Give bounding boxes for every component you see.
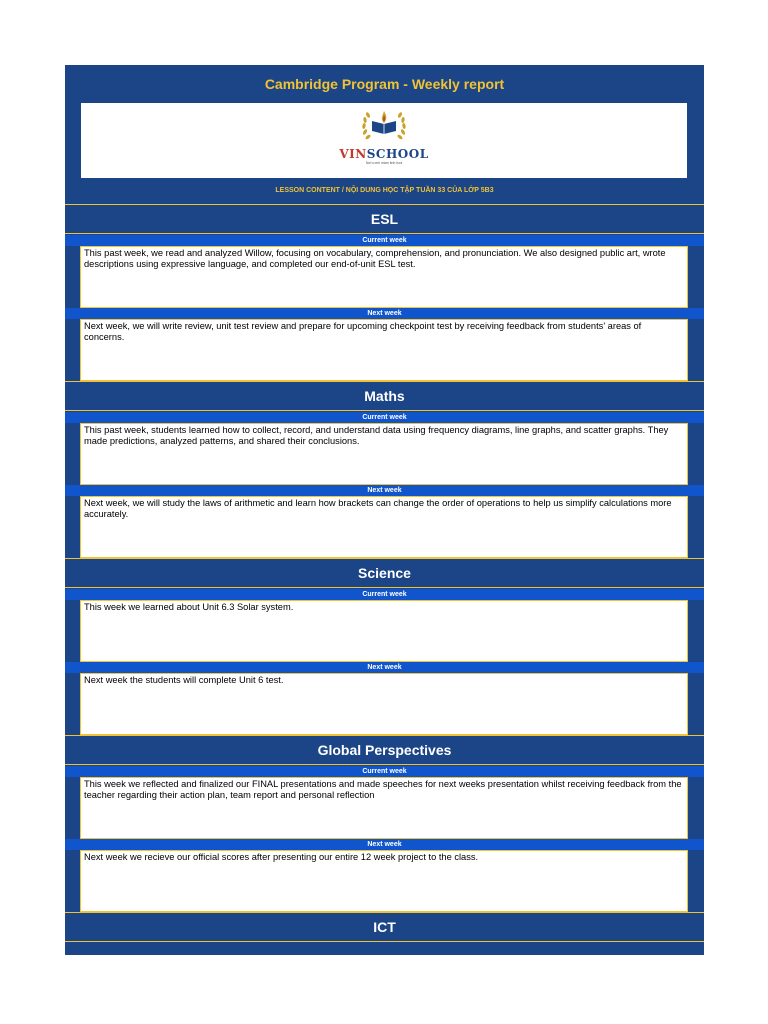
next-week-bar: Next week	[65, 485, 704, 496]
report-title: Cambridge Program - Weekly report	[264, 76, 505, 92]
current-week-content: This past week, students learned how to collect, record, and understand data using frequency diagrams, line graphs, and scatter graphs. They made predictions, analyzed patterns, and shared their conclusions.	[80, 423, 688, 485]
logo-wordmark: VINSCHOOL	[339, 147, 429, 161]
logo-banner	[81, 103, 687, 178]
subject-header-esl: ESL	[65, 204, 704, 234]
current-week-content: This week we learned about Unit 6.3 Solar system.	[80, 600, 688, 662]
next-week-content: Next week, we will study the laws of arithmetic and learn how brackets can change the order of operations to help us simplify calculations more accurately.	[80, 496, 688, 558]
vinschool-logo	[329, 107, 439, 173]
current-week-content: This week we reflected and finalized our FINAL presentations and made speeches for next weeks presentation whilst receiving feedback from the teacher regarding their action plan, team report and personal reflection	[80, 777, 688, 839]
weekly-report	[65, 65, 704, 955]
lesson-content-heading: LESSON CONTENT / NỘI DUNG HỌC TẬP TUẦN 33 CỦA LỚP 5B3	[275, 187, 494, 194]
next-week-content: Next week we recieve our official scores after presenting our entire 12 week project to the class.	[80, 850, 688, 912]
subject-header-science: Science	[65, 558, 704, 588]
current-week-bar: Current week	[65, 412, 704, 423]
current-week-bar: Current week	[65, 766, 704, 777]
current-week-bar: Current week	[65, 235, 704, 246]
subject-header-ict: ICT	[65, 912, 704, 942]
subject-header-maths: Maths	[65, 381, 704, 411]
current-week-content: This past week, we read and analyzed Willow, focusing on vocabulary, comprehension, and pronunciation. We also designed public art, wrote descriptions using expressive language, and completed our end-of-unit ESL test.	[80, 246, 688, 308]
next-week-bar: Next week	[65, 308, 704, 319]
next-week-bar: Next week	[65, 662, 704, 673]
next-week-content: Next week the students will complete Unit 6 test.	[80, 673, 688, 735]
subject-header-global-perspectives: Global Perspectives	[65, 735, 704, 765]
next-week-bar: Next week	[65, 839, 704, 850]
next-week-content: Next week, we will write review, unit test review and prepare for upcoming checkpoint test by receiving feedback from students' areas of concerns.	[80, 319, 688, 381]
laurel-book-emblem-icon	[356, 107, 412, 147]
current-week-bar: Current week	[65, 589, 704, 600]
logo-tagline: Nơi ươm mầm tinh hoa	[365, 161, 403, 165]
